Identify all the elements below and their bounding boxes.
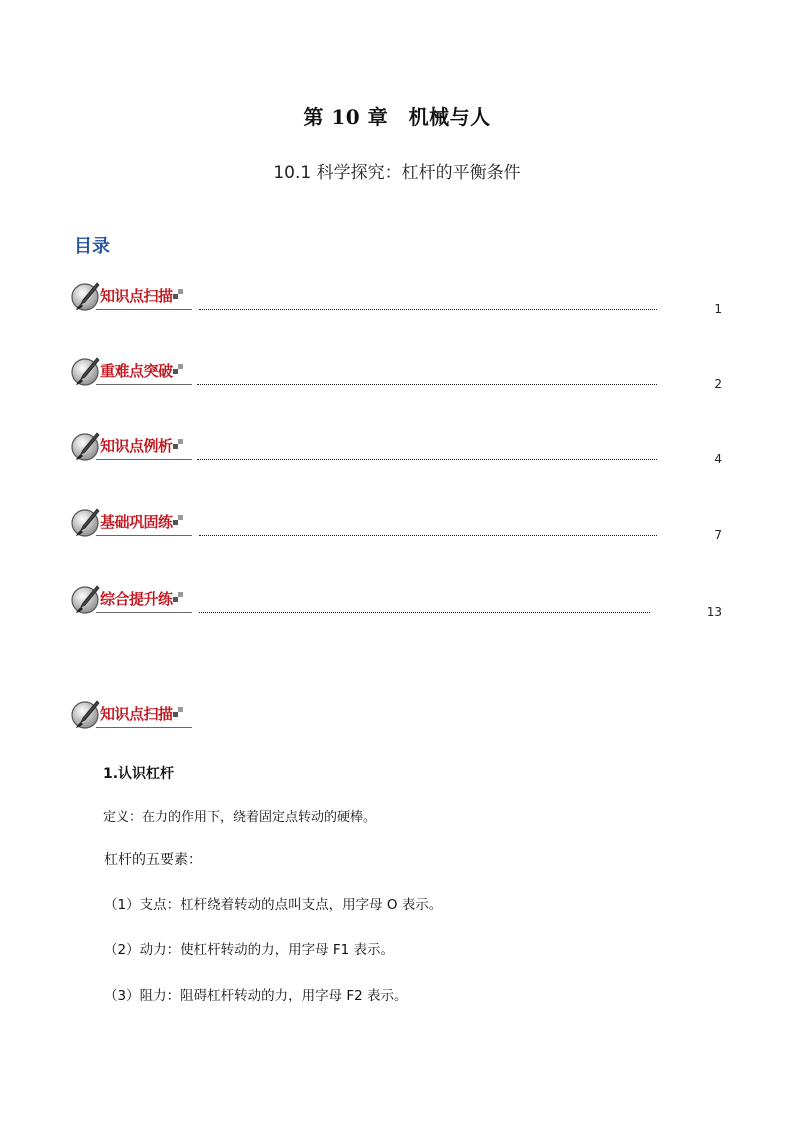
brush-icon [70, 280, 102, 312]
brush-icon [70, 355, 102, 387]
toc-leader-dots [197, 384, 657, 385]
toc-page-number: 1 [714, 302, 722, 316]
toc-heading: 目录 [74, 236, 110, 257]
toc-entry-key-points[interactable] [70, 355, 730, 395]
section-badge [70, 583, 194, 617]
chapter-title: 第 10 章 机械与人 [303, 105, 491, 129]
section-title: 10.1 科学探究：杠杆的平衡条件 [273, 163, 521, 183]
five-elements-text: 杠杆的五要素： [104, 852, 202, 868]
section-badge [70, 355, 194, 389]
toc-page-number: 4 [714, 452, 722, 466]
brush-icon [70, 430, 102, 462]
toc-entry-examples[interactable] [70, 430, 730, 470]
brush-icon [70, 698, 102, 730]
badge-label: 知识点例析 [100, 437, 173, 455]
section-badge [70, 280, 194, 314]
brush-icon [70, 583, 102, 615]
toc-entry-knowledge-scan[interactable] [70, 280, 730, 320]
badge-label: 知识点扫描 [100, 705, 173, 723]
content-heading: 1.认识杠杆 [103, 766, 175, 782]
list-item: （2）动力：使杠杆转动的力，用字母 F1 表示。 [104, 942, 395, 958]
badge-label: 知识点扫描 [100, 287, 173, 305]
brush-icon [70, 506, 102, 538]
definition-text: 定义：在力的作用下，绕着固定点转动的硬棒。 [103, 810, 377, 825]
section-badge [70, 506, 194, 540]
toc-page-number: 13 [706, 605, 722, 619]
toc-page-number: 7 [714, 528, 722, 542]
toc-leader-dots [197, 459, 657, 460]
badge-label: 综合提升练 [100, 590, 173, 608]
toc-leader-dots [199, 612, 650, 613]
toc-page-number: 2 [714, 377, 722, 391]
toc-entry-basic-practice[interactable] [70, 506, 730, 546]
badge-label: 基础巩固练 [100, 513, 173, 531]
content-section-badge [70, 698, 200, 734]
section-badge [70, 430, 194, 464]
section-badge [70, 698, 194, 732]
badge-label: 重难点突破 [100, 362, 173, 380]
toc-leader-dots [199, 535, 657, 536]
list-item: （1）支点：杠杆绕着转动的点叫支点，用字母 O 表示。 [104, 897, 443, 913]
toc-leader-dots [199, 309, 657, 310]
list-item: （3）阻力：阻碍杠杆转动的力，用字母 F2 表示。 [104, 988, 408, 1004]
toc-entry-advanced-practice[interactable] [70, 583, 730, 623]
